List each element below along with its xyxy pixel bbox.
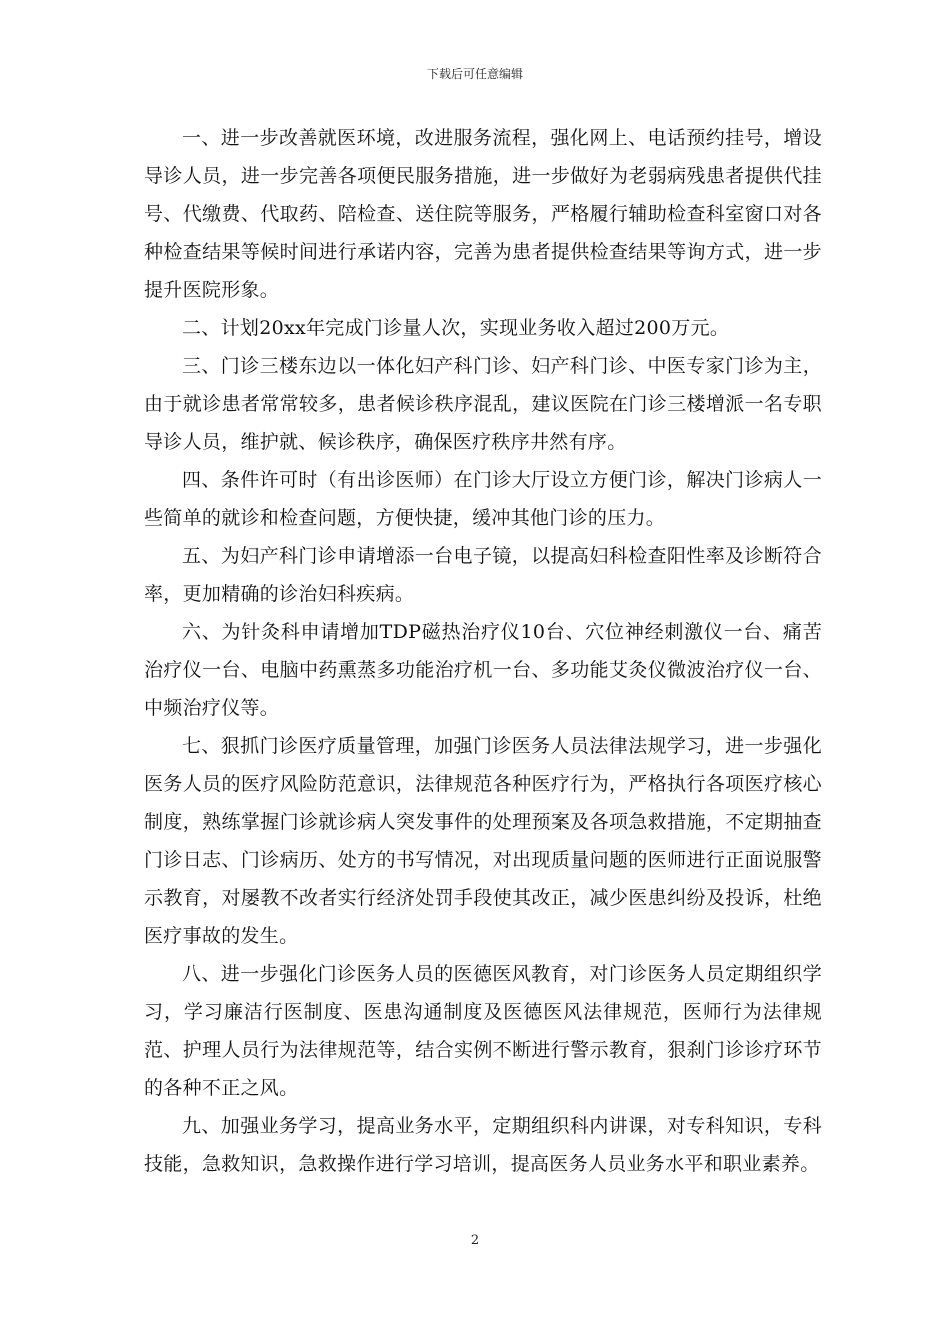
- paragraph-4: 四、条件许可时（有出诊医师）在门诊大厅设立方便门诊，解决门诊病人一些简单的就诊和检查问题，方便快捷，缓冲其他门诊的压力。: [144, 469, 822, 529]
- paragraph-1: 一、进一步改善就医环境，改进服务流程，强化网上、电话预约挂号，增设导诊人员，进一步完善各项便民服务措施，进一步做好为老弱病残患者提供代挂号、代缴费、代取药、陪检查、送住院等服务，严格履行辅助检查科室窗口对各种检查结果等候时间进行承诺内容，完善为患者提供检查结果等询方式，进一步提升医院形象。: [144, 127, 822, 301]
- paragraph-7: 七、狠抓门诊医疗质量管理，加强门诊医务人员法律法规学习，进一步强化医务人员的医疗风险防范意识，法律规范各种医疗行为，严格执行各项医疗核心制度，熟练掌握门诊就诊病人突发事件的处理预案及各项急救措施，不定期抽查门诊日志、门诊病历、处方的书写情况，对出现质量问题的医师进行正面说服警示教育，对屡教不改者实行经济处罚手段使其改正，减少医患纠纷及投诉，杜绝医疗事故的发生。: [144, 735, 822, 947]
- paragraph-8: 八、进一步强化门诊医务人员的医德医风教育，对门诊医务人员定期组织学习，学习廉洁行医制度、医患沟通制度及医德医风法律规范，医师行为法律规范、护理人员行为法律规范等，结合实例不断进行警示教育，狠刹门诊诊疗环节的各种不正之风。: [144, 963, 822, 1099]
- paragraph-6: 六、为针灸科申请增加TDP磁热治疗仪10台、穴位神经刺激仪一台、痛苦治疗仪一台、电脑中药熏蒸多功能治疗机一台、多功能艾灸仪微波治疗仪一台、中频治疗仪等。: [144, 621, 822, 719]
- paragraph-2: 二、计划20xx年完成门诊量人次，实现业务收入超过200万元。: [182, 317, 730, 339]
- paragraph-9: 九、加强业务学习，提高业务水平，定期组织科内讲课，对专科知识，专科技能，急救知识，急救操作进行学习培训，提高医务人员业务水平和职业素养。: [144, 1115, 822, 1175]
- paragraph-5: 五、为妇产科门诊申请增添一台电子镜，以提高妇科检查阳性率及诊断符合率，更加精确的诊治妇科疾病。: [144, 545, 822, 605]
- document-body: [144, 119, 822, 1183]
- page-header: 下载后可任意编辑: [426, 67, 523, 81]
- paragraph-3: 三、门诊三楼东边以一体化妇产科门诊、妇产科门诊、中医专家门诊为主，由于就诊患者常常较多，患者候诊秩序混乱，建议医院在门诊三楼增派一名专职导诊人员，维护就、候诊秩序，确保医疗秩序井然有序。: [144, 355, 822, 453]
- page-number: 2: [470, 1233, 480, 1248]
